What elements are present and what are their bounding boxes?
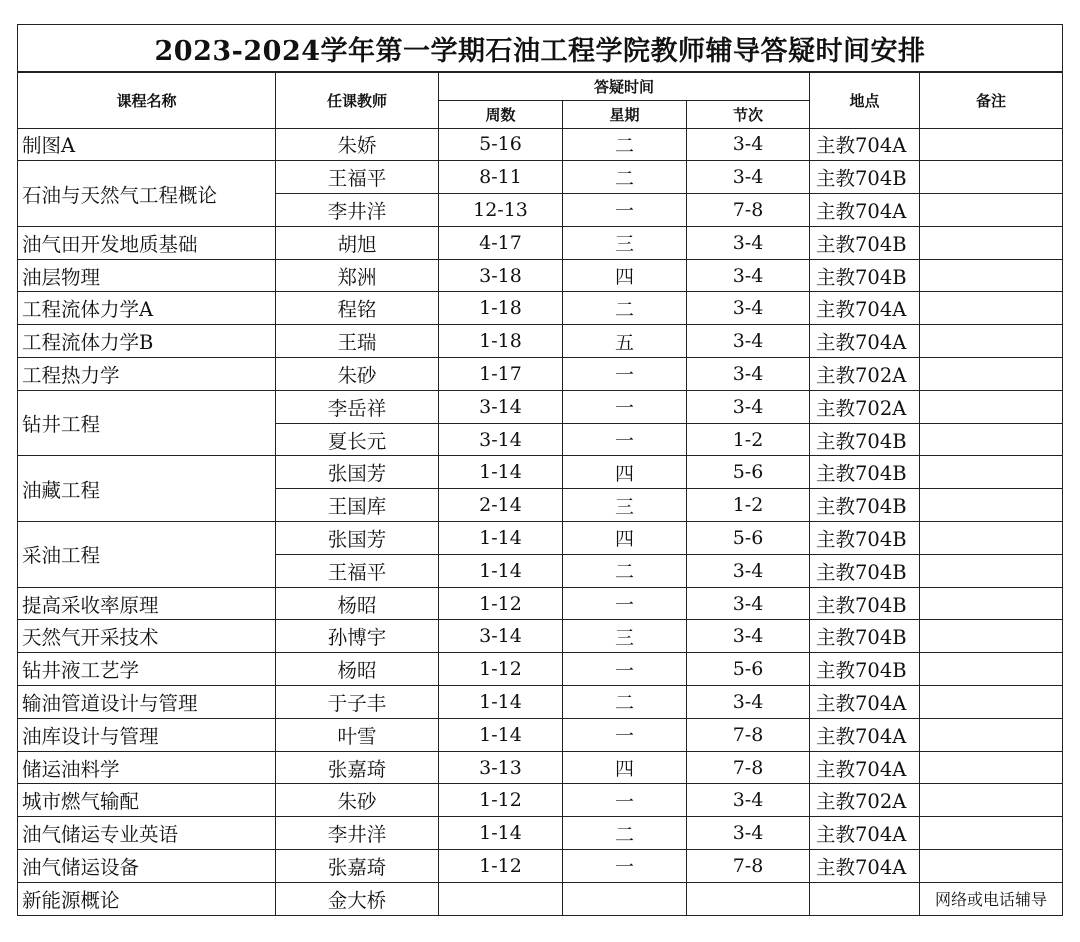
period-cell: 3-4 (687, 161, 810, 194)
location-cell: 主教704B (810, 423, 920, 456)
course-name-cell: 油气田开发地质基础 (18, 226, 276, 259)
course-name-cell: 钻井液工艺学 (18, 653, 276, 686)
period-cell: 5-6 (687, 456, 810, 489)
location-cell: 主教704A (810, 325, 920, 358)
period-cell: 3-4 (687, 226, 810, 259)
location-cell: 主教704A (810, 292, 920, 325)
location-cell: 主教702A (810, 784, 920, 817)
period-cell: 1-2 (687, 423, 810, 456)
location-cell: 主教704B (810, 554, 920, 587)
location-cell: 主教704A (810, 850, 920, 883)
course-name-cell: 新能源概论 (18, 882, 276, 915)
weeks-cell: 1-12 (439, 587, 563, 620)
weekday-cell: 一 (563, 587, 687, 620)
course-name-cell: 油气储运设备 (18, 850, 276, 883)
period-cell: 5-6 (687, 522, 810, 555)
location-cell: 主教704A (810, 194, 920, 227)
course-name-cell: 油层物理 (18, 259, 276, 292)
period-cell: 7-8 (687, 718, 810, 751)
table-row (18, 161, 1063, 194)
course-name-cell: 油藏工程 (18, 456, 276, 522)
header-weekday: 星期 (563, 100, 687, 128)
teacher-cell: 张国芳 (276, 522, 439, 555)
location-cell: 主教704A (810, 128, 920, 161)
period-cell: 7-8 (687, 751, 810, 784)
weekday-cell: 四 (563, 751, 687, 784)
weeks-cell: 8-11 (439, 161, 563, 194)
remark-cell (920, 161, 1063, 194)
remark-cell (920, 226, 1063, 259)
period-cell: 7-8 (687, 194, 810, 227)
header-qa-time: 答疑时间 (439, 72, 810, 100)
weeks-cell: 1-14 (439, 817, 563, 850)
teacher-cell: 朱娇 (276, 128, 439, 161)
remark-cell: 网络或电话辅导 (920, 882, 1063, 915)
course-name-cell: 制图A (18, 128, 276, 161)
location-cell: 主教704B (810, 456, 920, 489)
table-row (18, 784, 1063, 817)
period-cell: 3-4 (687, 292, 810, 325)
remark-cell (920, 718, 1063, 751)
location-cell: 主教704B (810, 587, 920, 620)
period-cell: 3-4 (687, 554, 810, 587)
remark-cell (920, 489, 1063, 522)
teacher-cell: 王瑞 (276, 325, 439, 358)
schedule-sheet (17, 24, 1062, 916)
location-cell: 主教704B (810, 653, 920, 686)
remark-cell (920, 423, 1063, 456)
table-row (18, 751, 1063, 784)
course-name-cell: 储运油料学 (18, 751, 276, 784)
weekday-cell: 五 (563, 325, 687, 358)
weeks-cell: 4-17 (439, 226, 563, 259)
teacher-cell: 郑洲 (276, 259, 439, 292)
course-name-cell: 提高采收率原理 (18, 587, 276, 620)
weeks-cell: 1-14 (439, 554, 563, 587)
teacher-cell: 朱砂 (276, 784, 439, 817)
period-cell: 3-4 (687, 259, 810, 292)
remark-cell (920, 259, 1063, 292)
period-cell: 3-4 (687, 128, 810, 161)
table-row (18, 620, 1063, 653)
teacher-cell: 张国芳 (276, 456, 439, 489)
remark-cell (920, 620, 1063, 653)
teacher-cell: 李井洋 (276, 817, 439, 850)
weekday-cell: 三 (563, 226, 687, 259)
weekday-cell: 一 (563, 850, 687, 883)
remark-cell (920, 456, 1063, 489)
period-cell: 3-4 (687, 686, 810, 719)
remark-cell (920, 325, 1063, 358)
course-name-cell: 钻井工程 (18, 390, 276, 456)
weeks-cell: 1-18 (439, 292, 563, 325)
teacher-cell: 朱砂 (276, 358, 439, 391)
remark-cell (920, 554, 1063, 587)
location-cell (810, 882, 920, 915)
teacher-cell: 李岳祥 (276, 390, 439, 423)
location-cell: 主教704A (810, 718, 920, 751)
weekday-cell: 一 (563, 358, 687, 391)
teacher-cell: 王福平 (276, 161, 439, 194)
location-cell: 主教704B (810, 522, 920, 555)
weeks-cell: 1-14 (439, 522, 563, 555)
teacher-cell: 张嘉琦 (276, 751, 439, 784)
teacher-cell: 于子丰 (276, 686, 439, 719)
course-name-cell: 石油与天然气工程概论 (18, 161, 276, 227)
location-cell: 主教704B (810, 259, 920, 292)
table-row (18, 686, 1063, 719)
teacher-cell: 李井洋 (276, 194, 439, 227)
period-cell: 3-4 (687, 358, 810, 391)
course-name-cell: 工程热力学 (18, 358, 276, 391)
weekday-cell: 一 (563, 194, 687, 227)
period-cell: 3-4 (687, 817, 810, 850)
weeks-cell: 1-12 (439, 784, 563, 817)
weeks-cell: 1-14 (439, 456, 563, 489)
period-cell: 7-8 (687, 850, 810, 883)
table-row (18, 325, 1063, 358)
table-row (18, 259, 1063, 292)
location-cell: 主教704A (810, 686, 920, 719)
weekday-cell: 一 (563, 784, 687, 817)
table-row (18, 128, 1063, 161)
remark-cell (920, 358, 1063, 391)
period-cell: 1-2 (687, 489, 810, 522)
remark-cell (920, 390, 1063, 423)
weeks-cell: 3-13 (439, 751, 563, 784)
location-cell: 主教702A (810, 358, 920, 391)
location-cell: 主教704B (810, 161, 920, 194)
teacher-cell: 叶雪 (276, 718, 439, 751)
weekday-cell (563, 882, 687, 915)
weekday-cell: 一 (563, 718, 687, 751)
header-course: 课程名称 (18, 72, 276, 128)
weeks-cell (439, 882, 563, 915)
period-cell (687, 882, 810, 915)
teacher-cell: 金大桥 (276, 882, 439, 915)
course-name-cell: 天然气开采技术 (18, 620, 276, 653)
course-name-cell: 油库设计与管理 (18, 718, 276, 751)
teacher-cell: 程铭 (276, 292, 439, 325)
header-weeks: 周数 (439, 100, 563, 128)
weeks-cell: 1-18 (439, 325, 563, 358)
table-row (18, 653, 1063, 686)
weekday-cell: 三 (563, 620, 687, 653)
location-cell: 主教704B (810, 489, 920, 522)
teacher-cell: 王国库 (276, 489, 439, 522)
weeks-cell: 12-13 (439, 194, 563, 227)
location-cell: 主教704B (810, 226, 920, 259)
table-row (18, 522, 1063, 555)
course-name-cell: 采油工程 (18, 522, 276, 588)
header-period: 节次 (687, 100, 810, 128)
teacher-cell: 张嘉琦 (276, 850, 439, 883)
schedule-table (17, 24, 1063, 916)
table-row (18, 882, 1063, 915)
table-row (18, 292, 1063, 325)
weekday-cell: 一 (563, 653, 687, 686)
period-cell: 3-4 (687, 587, 810, 620)
table-row (18, 358, 1063, 391)
course-name-cell: 输油管道设计与管理 (18, 686, 276, 719)
table-row (18, 456, 1063, 489)
weeks-cell: 5-16 (439, 128, 563, 161)
weekday-cell: 四 (563, 456, 687, 489)
table-row (18, 390, 1063, 423)
remark-cell (920, 292, 1063, 325)
header-remark: 备注 (920, 72, 1063, 128)
header-location: 地点 (810, 72, 920, 128)
page-title: 2023-2024学年第一学期石油工程学院教师辅导答疑时间安排 (18, 25, 1063, 73)
teacher-cell: 杨昭 (276, 653, 439, 686)
weekday-cell: 二 (563, 686, 687, 719)
weekday-cell: 一 (563, 423, 687, 456)
table-row (18, 226, 1063, 259)
remark-cell (920, 522, 1063, 555)
remark-cell (920, 587, 1063, 620)
schedule-body (18, 128, 1063, 915)
weekday-cell: 二 (563, 128, 687, 161)
weeks-cell: 2-14 (439, 489, 563, 522)
course-name-cell: 城市燃气输配 (18, 784, 276, 817)
remark-cell (920, 850, 1063, 883)
weekday-cell: 四 (563, 522, 687, 555)
teacher-cell: 王福平 (276, 554, 439, 587)
course-name-cell: 工程流体力学A (18, 292, 276, 325)
course-name-cell: 油气储运专业英语 (18, 817, 276, 850)
period-cell: 3-4 (687, 784, 810, 817)
remark-cell (920, 751, 1063, 784)
table-row (18, 587, 1063, 620)
weeks-cell: 3-14 (439, 390, 563, 423)
weeks-cell: 3-14 (439, 423, 563, 456)
location-cell: 主教704B (810, 620, 920, 653)
remark-cell (920, 784, 1063, 817)
period-cell: 3-4 (687, 325, 810, 358)
weeks-cell: 1-14 (439, 686, 563, 719)
weeks-cell: 1-14 (439, 718, 563, 751)
weeks-cell: 3-14 (439, 620, 563, 653)
weeks-cell: 1-12 (439, 850, 563, 883)
table-row (18, 718, 1063, 751)
weeks-cell: 1-17 (439, 358, 563, 391)
weekday-cell: 二 (563, 161, 687, 194)
remark-cell (920, 653, 1063, 686)
remark-cell (920, 686, 1063, 719)
weekday-cell: 二 (563, 554, 687, 587)
weekday-cell: 三 (563, 489, 687, 522)
table-row (18, 850, 1063, 883)
remark-cell (920, 194, 1063, 227)
remark-cell (920, 128, 1063, 161)
weekday-cell: 二 (563, 292, 687, 325)
period-cell: 5-6 (687, 653, 810, 686)
location-cell: 主教704A (810, 817, 920, 850)
remark-cell (920, 817, 1063, 850)
weeks-cell: 3-18 (439, 259, 563, 292)
location-cell: 主教702A (810, 390, 920, 423)
teacher-cell: 杨昭 (276, 587, 439, 620)
course-name-cell: 工程流体力学B (18, 325, 276, 358)
weeks-cell: 1-12 (439, 653, 563, 686)
weekday-cell: 一 (563, 390, 687, 423)
header-teacher: 任课教师 (276, 72, 439, 128)
weekday-cell: 四 (563, 259, 687, 292)
location-cell: 主教704A (810, 751, 920, 784)
table-row (18, 817, 1063, 850)
weekday-cell: 二 (563, 817, 687, 850)
period-cell: 3-4 (687, 390, 810, 423)
teacher-cell: 胡旭 (276, 226, 439, 259)
teacher-cell: 夏长元 (276, 423, 439, 456)
teacher-cell: 孙博宇 (276, 620, 439, 653)
period-cell: 3-4 (687, 620, 810, 653)
